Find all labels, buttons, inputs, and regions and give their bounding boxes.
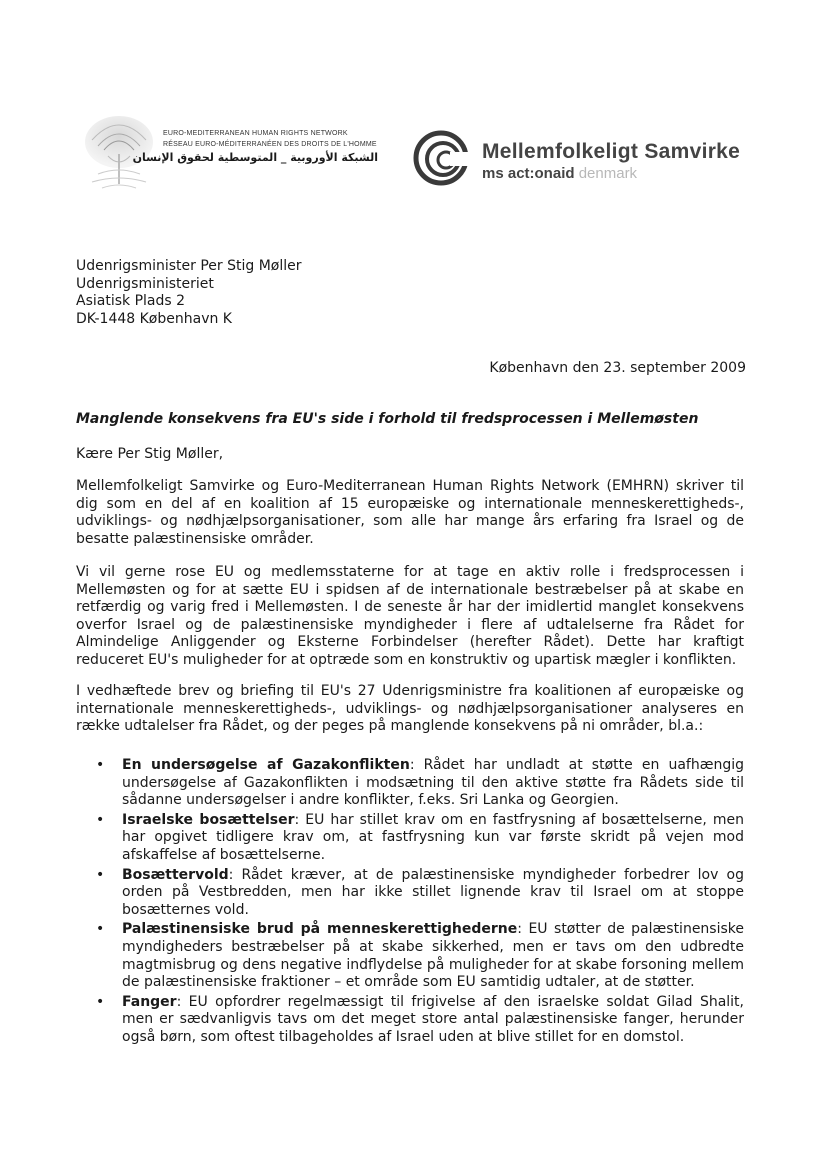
ms-subtitle-bold: ms act:onaid [482,165,575,182]
list-item-heading: Bosættervold [122,866,229,883]
list-item [76,812,744,865]
ms-subtitle [482,165,637,182]
bullet-icon: • [96,866,105,883]
list-item [76,994,744,1047]
bullet-icon: • [96,993,105,1010]
recipient-line: Udenrigsministeriet [76,275,214,292]
emhrn-logo [78,112,378,192]
list-item [76,921,744,991]
list-item-text: : EU støtter de palæstinensiske myndigheders bestræbelser på at skabe sikkerhed, men er tavs om den udbredte magtmisbrug og dens negative indflydelse på muligheder for at skabe forsoning mellem de palæstinensiske fraktioner – et område som EU samtidig udtaler, at de støtter. [122,921,745,991]
list-item [76,757,744,810]
paragraph: I vedhæftede brev og briefing til EU's 27 Udenrigsministre fra koalitionen af europæiske og internationale menneskerettigheds-, udviklings- og nødhjælpsorganisationer analyseres en række udtalelser fra Rådet, og der peges på manglende konsekvens på ni områder, bl.a.: [76,683,744,735]
list-item-text: : Rådet kræver, at de palæstinensiske myndigheder forbedrer lov og orden på Vestbredden, men har ikke stillet lignende krav til Israel om at stoppe bosætternes vold. [122,866,744,918]
emhrn-name-ar: الشبكة الأوروبية _ المتوسطية لحقوق الإنسان [132,151,378,164]
dateline: København den 23. september 2009 [489,360,746,376]
salutation: Kære Per Stig Møller, [76,446,224,462]
list-item-heading: Fanger [122,993,177,1010]
paragraph: Vi vil gerne rose EU og medlemsstaterne for at tage en aktiv rolle i fredsprocessen i Mellemøsten og for at sætte EU i spidsen af de internationale bestræbelser på at skabe en retfærdig og varig fred i Mellemøsten. I de seneste år har der imidlertid manglet konsekvens overfor Israel og de palæstinensiske myndigheder i flere af udtalelserne fra Rådet for Almindelige Anliggender og Eksterne Forbindelser (herefter Rådet). Dette har kraftigt reduceret EU's muligheder for at optræde som en konstruktiv og upartisk mægler i konflikten. [76,564,744,668]
recipient-line: Udenrigsminister Per Stig Møller [76,258,302,274]
ms-subtitle-light: denmark [574,165,638,182]
emhrn-name-en: EURO-MEDITERRANEAN HUMAN RIGHTS NETWORK [163,130,348,137]
list-item-text: : Rådet har undladt at støtte en uafhængig undersøgelse af Gazakonflikten i modsætning til den aktive støtte fra Rådets side til sådanne undersøgelser i andre konflikter, f.eks. Sri Lanka og Georgien. [122,757,744,809]
emhrn-name-fr: RÉSEAU EURO-MÉDITERRANÉEN DES DROITS DE L'HOMME [163,141,377,148]
list-item-text: : EU har stillet krav om en fastfrysning af bosættelserne, men har opgivet tidligere krav om, at fastfrysning kun var første skridt på vejen mod afskaffelse af bosættelserne. [122,811,744,863]
paragraph: Mellemfolkeligt Samvirke og Euro-Mediterranean Human Rights Network (EMHRN) skriver til dig som en del af en koalition af 15 europæiske og internationale menneskerettigheds-, udviklings- og nødhjælpsorganisationer, som alle har mange års erfaring fra Israel og de besatte palæstinensiske områder. [76,478,744,547]
ms-actionaid-logo [410,128,750,188]
list-item-heading: En undersøgelse af Gazakonflikten [122,757,410,773]
issue-list [76,757,744,1049]
bullet-icon: • [96,811,105,828]
list-item [76,867,744,920]
list-item-text: : EU opfordrer regelmæssigt til frigivelse af den israelske soldat Gilad Shalit, men er sædvanligvis tavs om det meget store antal palæstinensiske fanger, herunder også børn, som oftest tilbageholdes af Israel uden at blive stillet for en domstol. [122,993,744,1045]
recipient-address [76,258,302,328]
subject-line: Manglende konsekvens fra EU's side i forhold til fredsprocessen i Mellemøsten [76,411,699,427]
ms-name: Mellemfolkeligt Samvirke [482,140,741,163]
list-item-heading: Palæstinensiske brud på menneskerettighederne [122,921,518,938]
bullet-icon: • [96,921,105,938]
bullet-icon: • [96,757,105,773]
recipient-line: DK-1448 København K [76,310,232,327]
recipient-line: Asiatisk Plads 2 [76,293,186,310]
ms-swirl-icon [410,128,468,186]
list-item-heading: Israelske bosættelser [122,811,295,828]
